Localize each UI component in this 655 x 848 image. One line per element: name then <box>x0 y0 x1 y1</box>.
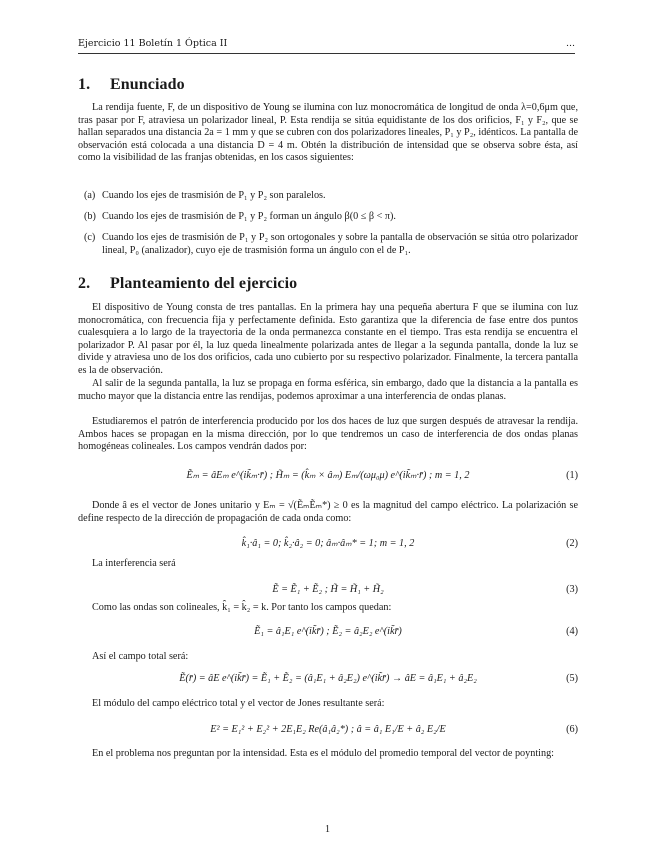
equation-number: (2) <box>566 538 578 549</box>
section-title: Enunciado <box>110 76 185 93</box>
paragraph-campo-total: Así el campo total será: <box>92 651 189 662</box>
section-title: Planteamiento del ejercicio <box>110 275 298 292</box>
running-header <box>78 38 575 49</box>
list-item-b <box>78 211 578 224</box>
section-number: 1. <box>78 76 91 93</box>
list-item-label: (a) <box>84 190 96 201</box>
paragraph-modulo: El módulo del campo eléctrico total y el vector de Jones resultante será: <box>92 698 385 709</box>
equation-1 <box>78 470 578 481</box>
section-number: 2. <box>78 275 91 292</box>
paragraph-interferencia: La interferencia será <box>92 558 176 569</box>
equation-body: Ẽ₁ = â₁E₁ e^(ik̃r̄) ; Ẽ₂ = â₂E₂ e^(ik̃r̄) <box>254 626 402 637</box>
section-heading-enunciado <box>78 76 185 94</box>
equation-body: Ẽₘ = âEₘ e^(ik̃ₘ·r̄) ; H̃ₘ = (k̂ₘ × âₘ) Eₘ/(ωμ₀μ) e^(ik̃ₘ·r̄) ; m = 1, 2 <box>186 470 470 481</box>
header-rule <box>78 53 575 54</box>
header-ellipsis: ... <box>565 38 575 49</box>
equation-number: (6) <box>566 724 578 735</box>
equation-body: k̂₁·â₁ = 0; k̂₂·â₂ = 0; âₘ·âₘ* = 1; m = 1, 2 <box>241 538 415 549</box>
list-item-c <box>78 232 578 257</box>
paragraph-jones: Donde â es el vector de Jones unitario y Eₘ = √(ẼₘẼₘ*) ≥ 0 es la magnitud del campo eléctrico. La polarización se define respecto de la dirección de propagación de cada onda como: <box>78 500 578 524</box>
paragraph-intensidad: En el problema nos preguntan por la intensidad. Esta es el módulo del promedio temporal del vector de poynting: <box>92 748 554 759</box>
header-title: Ejercicio 11 Boletín 1 Óptica II <box>78 38 228 49</box>
equation-6 <box>78 724 578 735</box>
paragraph-propagacion: Al salir de la segunda pantalla, la luz se propaga en forma esférica, sin embargo, dado que la distancia a la pantalla es mucho mayor que la distancia entre las rendijas, podemos aproximar a una interferencia de ondas planas. <box>78 378 578 402</box>
equation-number: (5) <box>566 673 578 684</box>
list-item-text: Cuando los ejes de trasmisión de P₁ y P₂ son ortogonales y sobre la pantalla de observación se sitúa otro polarizador lineal, P₀ (analizador), cuyo eje de trasmisión forma un ángulo con el de P₁. <box>102 232 578 256</box>
list-item-text: Cuando los ejes de trasmisión de P₁ y P₂ forman un ángulo β(0 ≤ β < π). <box>102 211 396 222</box>
equation-3 <box>78 584 578 595</box>
equation-body: Ẽ(r̄) = âE e^(ik̃r̄) = Ẽ₁ + Ẽ₂ = (â₁E₁ + â₂E₂) e^(ik̃r̄) → âE = â₁E₁ + â₂E₂ <box>179 673 477 684</box>
list-item-label: (b) <box>84 211 96 222</box>
equation-2 <box>78 538 578 549</box>
list-item-a <box>78 190 578 203</box>
paragraph-enunciado: La rendija fuente, F, de un dispositivo de Young se ilumina con luz monocromática de longitud de onda λ=0,6μm que, tras pasar por F, atraviesa un polarizador lineal, P. Esta rendija se sitúa equidistante de los dos orificios, F₁ y F₂, que se hallan separados una distancia 2a = 1 mm y que se cubren con dos polarizadores lineales, P₁ y P₂, idénticos. La pantalla de observación está colocada a una distancia D = 4 m. Obtén la distribución de intensidad que se observa sobre ésta, así como la visibilidad de las franjas obtenidas, en los casos siguientes: <box>78 102 578 164</box>
list-item-text: Cuando los ejes de trasmisión de P₁ y P₂ son paralelos. <box>102 190 326 201</box>
paragraph-patron: Estudiaremos el patrón de interferencia producido por los dos haces de luz que surgen después de atravesar la rendija. Ambos haces se propagan en la misma dirección, por lo que tendremos un caso de interferencia de dos ondas planas homogéneas colineales. Los campos vendrán dados por: <box>78 416 578 453</box>
equation-body: E² = E₁² + E₂² + 2E₁E₂ Re(â₁â₂*) ; â = â₁ E₁/E + â₂ E₂/E <box>210 724 446 735</box>
equation-5 <box>78 673 578 684</box>
equation-number: (3) <box>566 584 578 595</box>
equation-number: (1) <box>566 470 578 481</box>
section-heading-planteamiento <box>78 275 297 293</box>
equation-4 <box>78 626 578 637</box>
page-number: 1 <box>325 824 330 835</box>
list-item-label: (c) <box>84 232 96 243</box>
paragraph-dispositivo: El dispositivo de Young consta de tres pantallas. En la primera hay una pequeña abertura F que se ilumina con luz monocromática, con frecuencia fija y perfectamente definida. Esto garantiza que la diferencia de fase entre dos puntos cualesquiera a lo largo de la trayectoria de la onda permanezca constante en el tiempo. Tras esta rendija se encuentra el polarizador P. Al pasar por él, la luz queda linealmente polarizada antes de llegar a la segunda pantalla, donde la luz se divide y atraviesa uno de los dos orificios, cada uno cubierto por su respectivo polarizador. Finalmente, la tercera pantalla es la de observación. <box>78 302 578 376</box>
equation-number: (4) <box>566 626 578 637</box>
equation-body: Ẽ = Ẽ₁ + Ẽ₂ ; H̃ = H̃₁ + H̃₂ <box>272 584 384 595</box>
paragraph-colineales: Como las ondas son colineales, k̂₁ = k̂₂ = k. Por tanto los campos quedan: <box>92 602 392 613</box>
